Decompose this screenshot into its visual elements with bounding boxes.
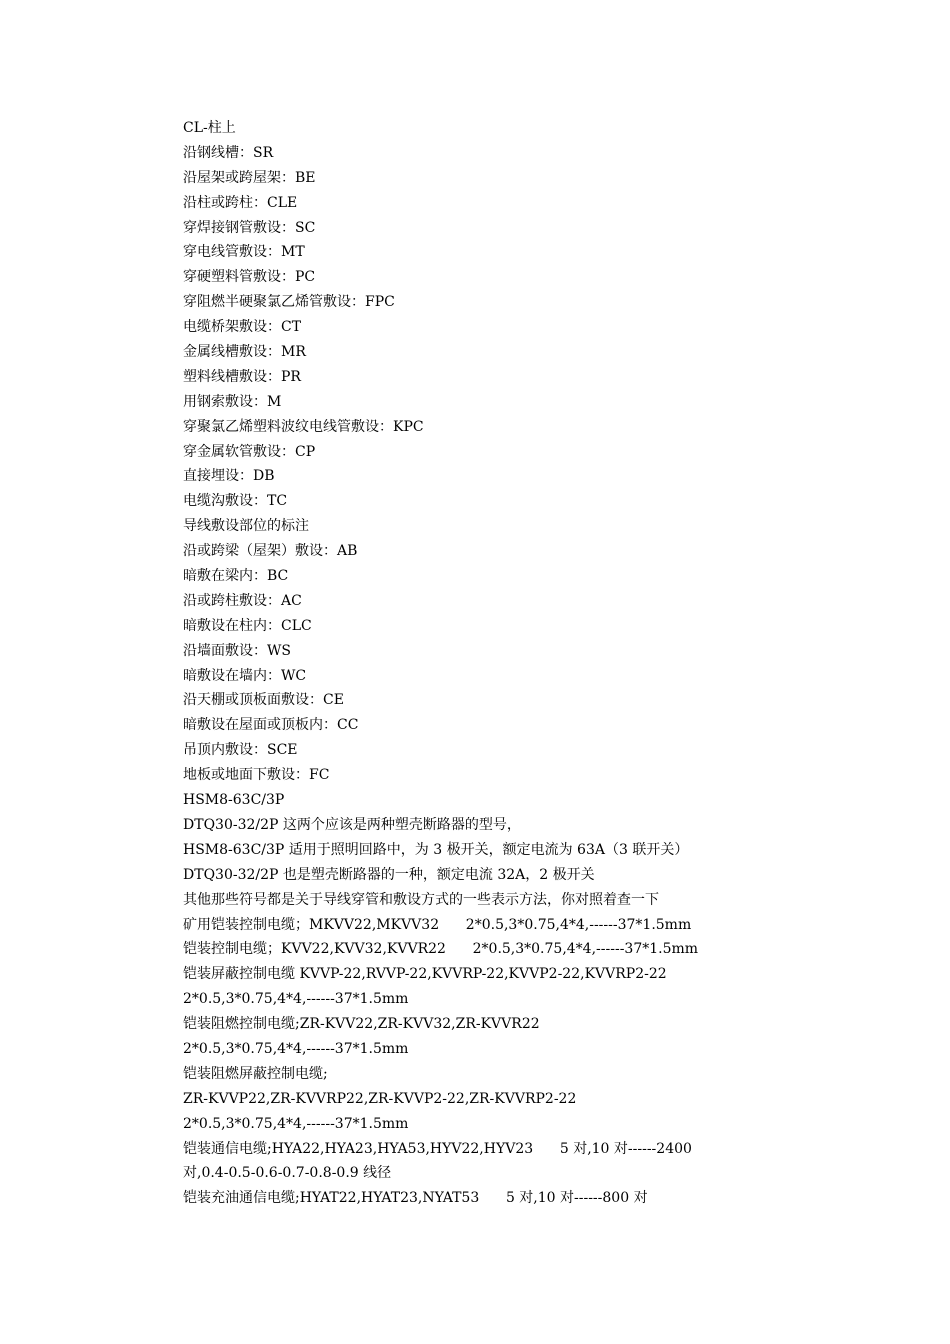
text-line: 电缆沟敷设：TC (183, 493, 288, 510)
text-line: 金属线槽敷设：MR (183, 344, 306, 361)
text-line: 铠装屏蔽控制电缆 KVVP-22,RVVP-22,KVVRP-22,KVVP2-22,KVVRP2-22 (183, 966, 667, 983)
text-line: 铠装阻燃控制电缆;ZR-KVV22,ZR-KVV32,ZR-KVVR22 (183, 1016, 540, 1033)
text-line: 电缆桥架敷设：CT (183, 319, 302, 336)
text-line: 穿阻燃半硬聚氯乙烯管敷设：FPC (183, 294, 395, 311)
text-line: 地板或地面下敷设：FC (183, 767, 330, 784)
text-line: 穿电线管敷设：MT (183, 244, 305, 261)
text-line: 导线敷设部位的标注 (183, 518, 309, 535)
text-line: HSM8-63C/3P 适用于照明回路中，为 3 极开关，额定电流为 63A（3 联开关） (183, 841, 689, 858)
text-line: 2*0.5,3*0.75,4*4,------37*1.5mm (183, 1040, 409, 1057)
text-line: 沿屋架或跨屋架：BE (183, 169, 316, 186)
text-line: 吊顶内敷设：SCE (183, 742, 298, 759)
text-line: 铠装控制电缆；KVV22,KVV32,KVVR22 2*0.5,3*0.75,4*4,------37*1.5mm (183, 941, 699, 958)
text-line: 沿墙面敷设：WS (183, 642, 291, 659)
text-line: 穿金属软管敷设：CP (183, 443, 316, 460)
text-line: 沿或跨柱敷设：AC (183, 592, 302, 609)
text-line: 暗敷设在墙内：WC (183, 667, 307, 684)
text-line: 铠装充油通信电缆;HYAT22,HYAT23,NYAT53 5 对,10 对------800 对 (183, 1190, 648, 1207)
text-line: 塑料线槽敷设：PR (183, 368, 301, 385)
text-line: 其他那些符号都是关于导线穿管和敷设方式的一些表示方法，你对照着查一下 (183, 891, 659, 908)
text-line: 2*0.5,3*0.75,4*4,------37*1.5mm (183, 1115, 409, 1132)
text-line: 穿硬塑料管敷设：PC (183, 269, 316, 286)
text-line: DTQ30-32/2P 这两个应该是两种塑壳断路器的型号， (183, 816, 521, 833)
text-line: ZR-KVVP22,ZR-KVVRP22,ZR-KVVP2-22,ZR-KVVRP2-22 (183, 1090, 577, 1107)
text-line: 暗敷在梁内：BC (183, 568, 289, 585)
text-line: 矿用铠装控制电缆；MKVV22,MKVV32 2*0.5,3*0.75,4*4,------37*1.5mm (183, 916, 692, 933)
text-line: 2*0.5,3*0.75,4*4,------37*1.5mm (183, 991, 409, 1008)
text-line: 暗敷设在柱内：CLC (183, 617, 312, 634)
text-line: CL-柱上 (183, 120, 236, 136)
text-line: HSM8-63C/3P (183, 792, 285, 809)
text-line: 直接埋设：DB (183, 468, 275, 485)
text-line: 用钢索敷设：M (183, 393, 282, 410)
text-line: DTQ30-32/2P 也是塑壳断路器的一种，额定电流 32A，2 极开关 (183, 866, 595, 883)
text-line: 穿聚氯乙烯塑料波纹电线管敷设：KPC (183, 418, 424, 435)
text-line: 沿柱或跨柱：CLE (183, 194, 298, 211)
text-line: 穿焊接钢管敷设：SC (183, 219, 316, 236)
text-line: 沿天棚或顶板面敷设：CE (183, 692, 344, 709)
text-line: 对,0.4-0.5-0.6-0.7-0.8-0.9 线径 (183, 1165, 392, 1182)
text-line: 沿钢线槽：SR (183, 144, 274, 161)
text-line: 铠装阻燃屏蔽控制电缆; (183, 1065, 328, 1082)
document-text (183, 116, 913, 1211)
text-line: 沿或跨梁（屋架）敷设：AB (183, 543, 358, 560)
text-line: 暗敷设在屋面或顶板内：CC (183, 717, 359, 734)
text-line: 铠装通信电缆;HYA22,HYA23,HYA53,HYV22,HYV23 5 对,10 对------2400 (183, 1140, 692, 1157)
